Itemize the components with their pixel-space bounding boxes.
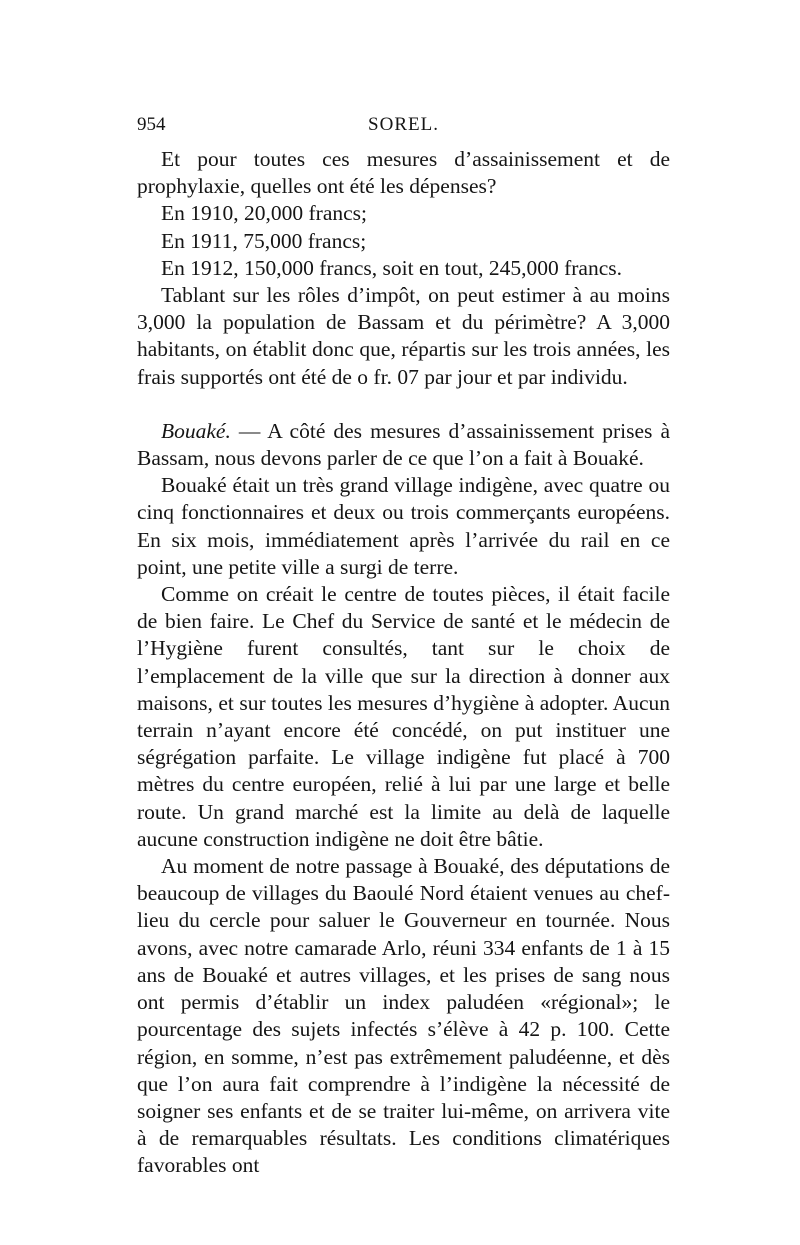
paragraph-malaria-index: Au moment de notre passage à Bouaké, des députations de beaucoup de villages du Baoulé Nord étaient venues au chef-lieu du cercle pour saluer le Gouverneur en tournée. Nous avons, avec notre camarade Arlo, réuni 334 enfants de 1 à 15 ans de Bouaké et autres villages, et les prises de sang nous ont permis d’établir un index paludéen «régional»; le pourcentage des sujets infectés s’élève à 42 p. 100. Cette région, en somme, n’est pas extrêmement paludéenne, et dès que l’on aura fait comprendre à l’indigène la nécessité de soigner ses enfants et de se traiter lui-même, on arrivera vite à de remarquables résultats. Les conditions climatériques favorables ont bbox=[137, 854, 670, 1178]
paragraph-bouake-village: Bouaké était un très grand village indigène, avec quatre ou cinq fonctionnaires et deux ou trois commerçants européens. En six mois, immédiatement après l’arrivée du rail en ce point, une petite ville a surgi de terre. bbox=[137, 473, 670, 579]
section-intro-text: — A côté des mesures d’assainissement prises à Bassam, nous devons parler de ce que l’on a fait à Bouaké. bbox=[137, 418, 670, 471]
running-title: SOREL. bbox=[368, 114, 439, 135]
expense-line-1910: En 1910, 20,000 francs; bbox=[161, 201, 368, 226]
expense-line-1911: En 1911, 75,000 francs; bbox=[161, 228, 367, 253]
paragraph-bouake-intro bbox=[137, 418, 670, 472]
paragraph-town-planning: Comme on créait le centre de toutes pièces, il était facile de bien faire. Le Chef du Service de santé et le médecin de l’Hygiène furent consultés, tant sur le choix de l’emplacement de la ville que sur la direction à donner aux maisons, et sur toutes les mesures d’hygiène à adopter. Aucun terrain n’ayant encore été concédé, on put instituer une ségrégation parfaite. Le village indigène fut placé à 700 mètres du centre européen, relié à lui par une large et belle route. Un grand marché est la limite au delà de laquelle aucune construction indigène ne doit être bâtie. bbox=[137, 582, 670, 851]
page-number: 954 bbox=[137, 114, 166, 135]
expense-line-1912: En 1912, 150,000 francs, soit en tout, 245,000 francs. bbox=[161, 255, 622, 280]
paragraph-population-estimate: Tablant sur les rôles d’impôt, on peut estimer à au moins 3,000 la population de Bassam et du périmètre? A 3,000 habitants, on établit donc que, répartis sur les trois années, les frais supportés ont été de o fr. 07 par jour et par individu. bbox=[137, 283, 670, 389]
paragraph-expenses-question: Et pour toutes ces mesures d’assainissement et de prophylaxie, quelles ont été les dépenses? bbox=[137, 147, 670, 199]
section-heading: Bouaké. bbox=[161, 418, 231, 443]
body-text bbox=[137, 146, 670, 1180]
running-head bbox=[137, 113, 670, 137]
